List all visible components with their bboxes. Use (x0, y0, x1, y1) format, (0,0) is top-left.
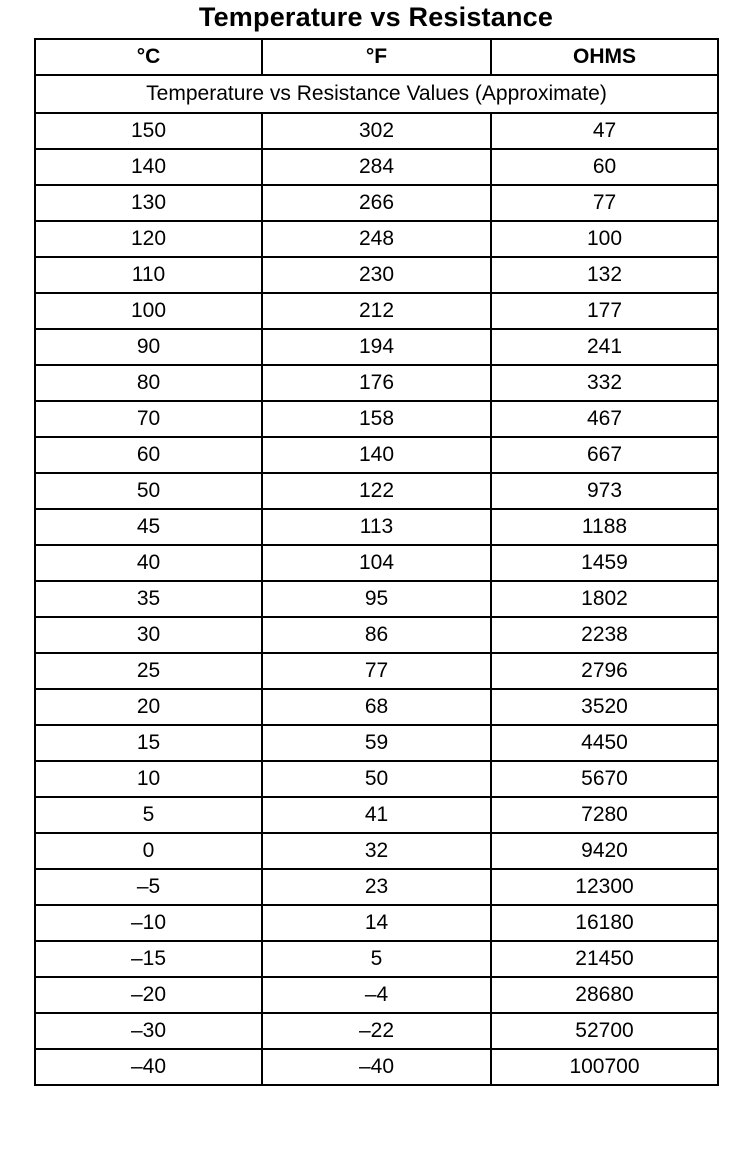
celsius-cell: –40 (35, 1049, 262, 1085)
table-row (35, 1049, 718, 1085)
table-row (35, 869, 718, 905)
fahrenheit-cell: 122 (262, 473, 491, 509)
celsius-cell: 10 (35, 761, 262, 797)
fahrenheit-cell: 194 (262, 329, 491, 365)
table-row (35, 833, 718, 869)
fahrenheit-cell: 113 (262, 509, 491, 545)
celsius-cell: 15 (35, 725, 262, 761)
temperature-resistance-table (34, 38, 719, 1086)
celsius-cell: –15 (35, 941, 262, 977)
table-row (35, 545, 718, 581)
table-row (35, 725, 718, 761)
ohms-cell: 332 (491, 365, 718, 401)
fahrenheit-cell: 104 (262, 545, 491, 581)
celsius-cell: –20 (35, 977, 262, 1013)
table-row (35, 149, 718, 185)
ohms-cell: 28680 (491, 977, 718, 1013)
table-row (35, 221, 718, 257)
ohms-cell: 77 (491, 185, 718, 221)
table-row (35, 581, 718, 617)
celsius-cell: 140 (35, 149, 262, 185)
table-row (35, 941, 718, 977)
ohms-cell: 16180 (491, 905, 718, 941)
ohms-cell: 177 (491, 293, 718, 329)
celsius-cell: 70 (35, 401, 262, 437)
ohms-cell: 47 (491, 113, 718, 149)
table-row (35, 113, 718, 149)
table-row (35, 905, 718, 941)
celsius-cell: 80 (35, 365, 262, 401)
table-subtitle: Temperature vs Resistance Values (Approximate) (35, 75, 718, 113)
celsius-cell: –10 (35, 905, 262, 941)
celsius-cell: 90 (35, 329, 262, 365)
ohms-cell: 12300 (491, 869, 718, 905)
fahrenheit-cell: 23 (262, 869, 491, 905)
header-row (35, 39, 718, 75)
ohms-cell: 973 (491, 473, 718, 509)
ohms-cell: 21450 (491, 941, 718, 977)
celsius-cell: 0 (35, 833, 262, 869)
fahrenheit-cell: 86 (262, 617, 491, 653)
ohms-cell: 667 (491, 437, 718, 473)
ohms-cell: 100700 (491, 1049, 718, 1085)
ohms-cell: 1188 (491, 509, 718, 545)
celsius-cell: 30 (35, 617, 262, 653)
table-row (35, 689, 718, 725)
celsius-cell: 150 (35, 113, 262, 149)
fahrenheit-cell: –40 (262, 1049, 491, 1085)
ohms-cell: 132 (491, 257, 718, 293)
fahrenheit-cell: 230 (262, 257, 491, 293)
table-row (35, 653, 718, 689)
page-title: Temperature vs Resistance (198, 2, 554, 32)
fahrenheit-cell: –22 (262, 1013, 491, 1049)
celsius-cell: –30 (35, 1013, 262, 1049)
fahrenheit-cell: 212 (262, 293, 491, 329)
fahrenheit-cell: 77 (262, 653, 491, 689)
celsius-cell: 110 (35, 257, 262, 293)
table-row (35, 185, 718, 221)
ohms-cell: 2796 (491, 653, 718, 689)
celsius-cell: 35 (35, 581, 262, 617)
table-row (35, 257, 718, 293)
fahrenheit-cell: 248 (262, 221, 491, 257)
ohms-cell: 60 (491, 149, 718, 185)
ohms-cell: 1459 (491, 545, 718, 581)
celsius-cell: 100 (35, 293, 262, 329)
table-row (35, 401, 718, 437)
table-row (35, 509, 718, 545)
table-row (35, 797, 718, 833)
ohms-cell: 3520 (491, 689, 718, 725)
fahrenheit-cell: 68 (262, 689, 491, 725)
table-row (35, 761, 718, 797)
fahrenheit-cell: 50 (262, 761, 491, 797)
celsius-cell: 5 (35, 797, 262, 833)
table-body (35, 113, 718, 1085)
ohms-cell: 100 (491, 221, 718, 257)
fahrenheit-cell: 302 (262, 113, 491, 149)
fahrenheit-cell: 95 (262, 581, 491, 617)
ohms-cell: 467 (491, 401, 718, 437)
celsius-cell: 25 (35, 653, 262, 689)
subtitle-row (35, 75, 718, 113)
fahrenheit-cell: 5 (262, 941, 491, 977)
fahrenheit-cell: –4 (262, 977, 491, 1013)
fahrenheit-cell: 41 (262, 797, 491, 833)
celsius-cell: 50 (35, 473, 262, 509)
celsius-cell: 45 (35, 509, 262, 545)
fahrenheit-cell: 266 (262, 185, 491, 221)
fahrenheit-cell: 140 (262, 437, 491, 473)
ohms-cell: 241 (491, 329, 718, 365)
ohms-cell: 4450 (491, 725, 718, 761)
table-row (35, 437, 718, 473)
fahrenheit-cell: 158 (262, 401, 491, 437)
table-row (35, 1013, 718, 1049)
ohms-cell: 9420 (491, 833, 718, 869)
celsius-cell: –5 (35, 869, 262, 905)
fahrenheit-cell: 32 (262, 833, 491, 869)
table-row (35, 329, 718, 365)
celsius-cell: 60 (35, 437, 262, 473)
fahrenheit-cell: 59 (262, 725, 491, 761)
table-row (35, 473, 718, 509)
fahrenheit-cell: 176 (262, 365, 491, 401)
ohms-cell: 2238 (491, 617, 718, 653)
celsius-cell: 20 (35, 689, 262, 725)
celsius-cell: 120 (35, 221, 262, 257)
fahrenheit-cell: 284 (262, 149, 491, 185)
column-header-celsius: °C (35, 39, 262, 75)
column-header-fahrenheit: °F (262, 39, 491, 75)
table-row (35, 293, 718, 329)
column-header-ohms: OHMS (491, 39, 718, 75)
ohms-cell: 52700 (491, 1013, 718, 1049)
celsius-cell: 40 (35, 545, 262, 581)
ohms-cell: 1802 (491, 581, 718, 617)
ohms-cell: 5670 (491, 761, 718, 797)
celsius-cell: 130 (35, 185, 262, 221)
table-row (35, 977, 718, 1013)
table-row (35, 617, 718, 653)
fahrenheit-cell: 14 (262, 905, 491, 941)
table-row (35, 365, 718, 401)
ohms-cell: 7280 (491, 797, 718, 833)
